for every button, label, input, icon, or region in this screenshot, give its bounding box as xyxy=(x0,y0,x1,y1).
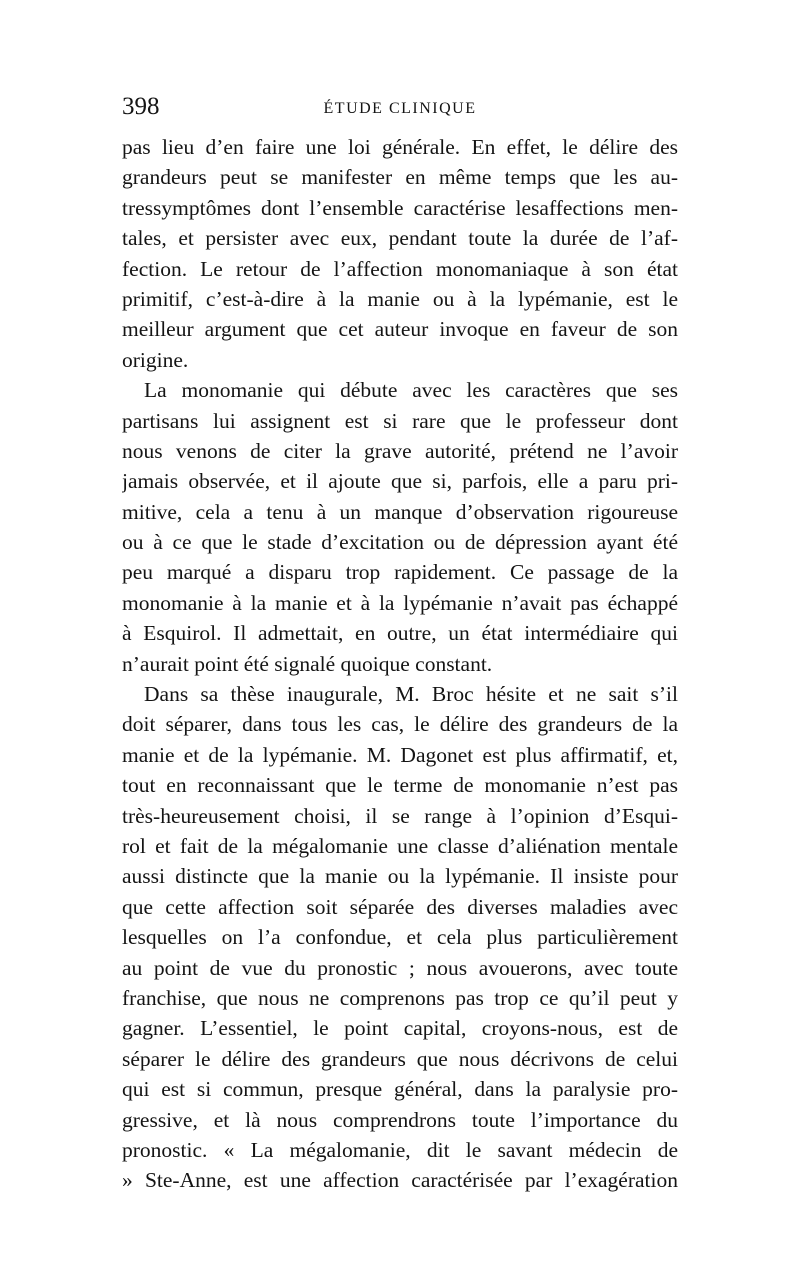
text-line: pas lieu d’en faire une loi générale. En effet, le délire des xyxy=(122,135,678,159)
text-line: partisans lui assignent est si rare que le professeur dont xyxy=(122,408,678,433)
text-line: La monomanie qui débute avec les caractères que ses xyxy=(144,378,678,403)
text-line: ou à ce que le stade d’excitation ou de dépression ayant été xyxy=(122,530,678,555)
text-line: meilleur argument que cet auteur invoque en faveur de son xyxy=(122,317,678,342)
text-line: doit séparer, dans tous les cas, le délire des grandeurs de la xyxy=(122,712,678,737)
text-line: gressive, et là nous comprendrons toute l’importance du xyxy=(122,1107,678,1132)
text-line: primitif, c’est-à-dire à la manie ou à la lypémanie, est le xyxy=(122,286,678,311)
text-line: monomanie à la manie et à la lypémanie n’avait pas échappé xyxy=(122,590,678,615)
text-line: rol et fait de la mégalomanie une classe d’aliénation mentale xyxy=(122,833,678,858)
text-line: très-heureusement choisi, il se range à l’opinion d’Esqui- xyxy=(122,803,678,828)
text-line: origine. xyxy=(122,347,189,372)
text-line: tales, et persister avec eux, pendant toute la durée de l’af- xyxy=(122,226,678,251)
text-line: pronostic. « La mégalomanie, dit le savant médecin de xyxy=(122,1137,678,1162)
text-line: manie et de la lypémanie. M. Dagonet est plus affirmatif, et, xyxy=(122,742,678,767)
text-line: lesquelles on l’a confondue, et cela plus particulièrement xyxy=(122,925,678,950)
running-head xyxy=(122,92,678,122)
text-line: n’aurait point été signalé quoique constant. xyxy=(122,651,493,676)
text-line: fection. Le retour de l’affection monomaniaque à son état xyxy=(122,256,678,281)
text-line: aussi distincte que la manie ou la lypémanie. Il insiste pour xyxy=(122,864,678,889)
text-line: séparer le délire des grandeurs que nous décrivons de celui xyxy=(122,1046,678,1071)
text-line: franchise, que nous ne comprenons pas trop ce qu’il peut y xyxy=(122,985,678,1010)
page-number: 398 xyxy=(122,93,160,120)
text-line: jamais observée, et il ajoute que si, parfois, elle a paru pri- xyxy=(122,469,678,494)
text-line: Dans sa thèse inaugurale, M. Broc hésite et ne sait s’il xyxy=(144,682,678,707)
text-line: grandeurs peut se manifester en même temps que les au- xyxy=(122,165,678,190)
text-line: peu marqué a disparu trop rapidement. Ce passage de la xyxy=(122,560,678,585)
text-line: mitive, cela a tenu à un manque d’observation rigoureuse xyxy=(122,499,678,524)
text-line: au point de vue du pronostic ; nous avouerons, avec toute xyxy=(122,955,678,980)
text-line: tout en reconnaissant que le terme de monomanie n’est pas xyxy=(122,773,678,798)
text-line: nous venons de citer la grave autorité, prétend ne l’avoir xyxy=(122,438,678,463)
text-line: » Ste-Anne, est une affection caractérisée par l’exagération xyxy=(122,1168,678,1193)
text-line: qui est si commun, presque général, dans la paralysie pro- xyxy=(122,1077,678,1102)
running-title: ÉTUDE CLINIQUE xyxy=(323,100,477,117)
text-line: que cette affection soit séparée des diverses maladies avec xyxy=(122,894,678,919)
text-line: tressymptômes dont l’ensemble caractérise lesaffections men- xyxy=(122,195,678,220)
text-line: à Esquirol. Il admettait, en outre, un état intermédiaire qui xyxy=(122,621,678,646)
body-text xyxy=(122,132,678,1196)
text-line: gagner. L’essentiel, le point capital, croyons-nous, est de xyxy=(122,1016,678,1041)
